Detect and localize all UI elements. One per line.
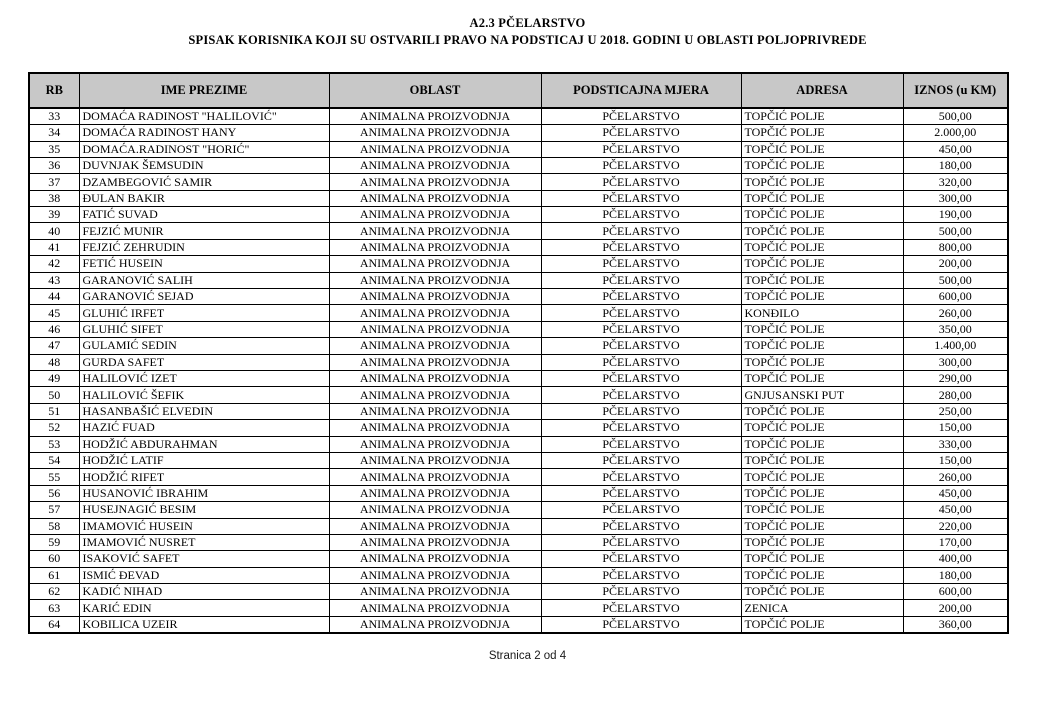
column-header: ADRESA bbox=[741, 73, 903, 108]
table-row bbox=[29, 354, 1008, 370]
table-cell: ANIMALNA PROIZVODNJA bbox=[329, 551, 541, 567]
table-cell: 63 bbox=[29, 600, 79, 616]
table-cell: TOPČIĆ POLJE bbox=[741, 371, 903, 387]
table-row bbox=[29, 485, 1008, 501]
table-cell: ANIMALNA PROIZVODNJA bbox=[329, 436, 541, 452]
table-cell: PČELARSTVO bbox=[541, 371, 741, 387]
table-cell: TOPČIĆ POLJE bbox=[741, 616, 903, 633]
table-row bbox=[29, 567, 1008, 583]
table-cell: ANIMALNA PROIZVODNJA bbox=[329, 256, 541, 272]
table-row bbox=[29, 502, 1008, 518]
table-cell: PČELARSTVO bbox=[541, 272, 741, 288]
table-row bbox=[29, 452, 1008, 468]
table-cell: TOPČIĆ POLJE bbox=[741, 469, 903, 485]
table-cell: TOPČIĆ POLJE bbox=[741, 502, 903, 518]
table-cell: HODŽIĆ LATIF bbox=[79, 452, 329, 468]
table-cell: PČELARSTVO bbox=[541, 223, 741, 239]
table-cell: PČELARSTVO bbox=[541, 420, 741, 436]
table-cell: ANIMALNA PROIZVODNJA bbox=[329, 567, 541, 583]
table-cell: ANIMALNA PROIZVODNJA bbox=[329, 272, 541, 288]
table-row bbox=[29, 469, 1008, 485]
table-cell: HALILOVIĆ ŠEFIK bbox=[79, 387, 329, 403]
table-cell: PČELARSTVO bbox=[541, 600, 741, 616]
table-cell: ANIMALNA PROIZVODNJA bbox=[329, 534, 541, 550]
table-cell: KADIĆ NIHAD bbox=[79, 584, 329, 600]
table-cell: 150,00 bbox=[903, 420, 1008, 436]
table-row bbox=[29, 551, 1008, 567]
table-cell: 57 bbox=[29, 502, 79, 518]
table-cell: TOPČIĆ POLJE bbox=[741, 354, 903, 370]
table-cell: PČELARSTVO bbox=[541, 289, 741, 305]
table-cell: 200,00 bbox=[903, 256, 1008, 272]
table-cell: ANIMALNA PROIZVODNJA bbox=[329, 321, 541, 337]
table-cell: PČELARSTVO bbox=[541, 305, 741, 321]
table-cell: ANIMALNA PROIZVODNJA bbox=[329, 157, 541, 173]
table-cell: TOPČIĆ POLJE bbox=[741, 223, 903, 239]
table-cell: 200,00 bbox=[903, 600, 1008, 616]
table-cell: TOPČIĆ POLJE bbox=[741, 256, 903, 272]
table-cell: PČELARSTVO bbox=[541, 485, 741, 501]
column-header: IME PREZIME bbox=[79, 73, 329, 108]
table-cell: TOPČIĆ POLJE bbox=[741, 452, 903, 468]
table-cell: 500,00 bbox=[903, 223, 1008, 239]
table-row bbox=[29, 108, 1008, 125]
table-cell: ANIMALNA PROIZVODNJA bbox=[329, 371, 541, 387]
table-cell: TOPČIĆ POLJE bbox=[741, 420, 903, 436]
table-cell: 48 bbox=[29, 354, 79, 370]
table-row bbox=[29, 125, 1008, 141]
table-row bbox=[29, 600, 1008, 616]
table-cell: 170,00 bbox=[903, 534, 1008, 550]
column-header: RB bbox=[29, 73, 79, 108]
table-cell: 450,00 bbox=[903, 141, 1008, 157]
table-cell: 450,00 bbox=[903, 485, 1008, 501]
table-cell: TOPČIĆ POLJE bbox=[741, 272, 903, 288]
table-cell: ANIMALNA PROIZVODNJA bbox=[329, 305, 541, 321]
table-cell: ANIMALNA PROIZVODNJA bbox=[329, 600, 541, 616]
table-cell: KARIĆ EDIN bbox=[79, 600, 329, 616]
table-cell: PČELARSTVO bbox=[541, 502, 741, 518]
table-cell: TOPČIĆ POLJE bbox=[741, 567, 903, 583]
table-cell: ĐULAN BAKIR bbox=[79, 190, 329, 206]
table-cell: FETIĆ HUSEIN bbox=[79, 256, 329, 272]
table-cell: ANIMALNA PROIZVODNJA bbox=[329, 207, 541, 223]
table-cell: ANIMALNA PROIZVODNJA bbox=[329, 485, 541, 501]
table-cell: ANIMALNA PROIZVODNJA bbox=[329, 469, 541, 485]
table-row bbox=[29, 157, 1008, 173]
table-cell: 190,00 bbox=[903, 207, 1008, 223]
table-cell: ANIMALNA PROIZVODNJA bbox=[329, 518, 541, 534]
table-cell: PČELARSTVO bbox=[541, 551, 741, 567]
table-cell: PČELARSTVO bbox=[541, 108, 741, 125]
table-row bbox=[29, 518, 1008, 534]
table-cell: 55 bbox=[29, 469, 79, 485]
table-cell: GARANOVIĆ SEJAD bbox=[79, 289, 329, 305]
table-cell: GLUHIĆ IRFET bbox=[79, 305, 329, 321]
table-cell: TOPČIĆ POLJE bbox=[741, 551, 903, 567]
subsidy-table bbox=[28, 72, 1009, 635]
table-cell: 800,00 bbox=[903, 239, 1008, 255]
table-cell: ANIMALNA PROIZVODNJA bbox=[329, 387, 541, 403]
table-row bbox=[29, 207, 1008, 223]
table-row bbox=[29, 584, 1008, 600]
table-cell: DZAMBEGOVIĆ SAMIR bbox=[79, 174, 329, 190]
table-cell: DOMAĆA.RADINOST "HORIĆ" bbox=[79, 141, 329, 157]
column-header: OBLAST bbox=[329, 73, 541, 108]
table-cell: 150,00 bbox=[903, 452, 1008, 468]
table-cell: 500,00 bbox=[903, 272, 1008, 288]
table-cell: PČELARSTVO bbox=[541, 584, 741, 600]
table-cell: ANIMALNA PROIZVODNJA bbox=[329, 190, 541, 206]
table-cell: HODŽIĆ RIFET bbox=[79, 469, 329, 485]
table-cell: KONĐILO bbox=[741, 305, 903, 321]
table-cell: TOPČIĆ POLJE bbox=[741, 125, 903, 141]
table-cell: 44 bbox=[29, 289, 79, 305]
table-cell: TOPČIĆ POLJE bbox=[741, 157, 903, 173]
table-cell: 53 bbox=[29, 436, 79, 452]
table-cell: DUVNJAK ŠEMSUDIN bbox=[79, 157, 329, 173]
table-cell: ANIMALNA PROIZVODNJA bbox=[329, 141, 541, 157]
table-cell: 64 bbox=[29, 616, 79, 633]
table-cell: ISAKOVIĆ SAFET bbox=[79, 551, 329, 567]
table-cell: 290,00 bbox=[903, 371, 1008, 387]
table-cell: 33 bbox=[29, 108, 79, 125]
table-cell: PČELARSTVO bbox=[541, 534, 741, 550]
table-cell: PČELARSTVO bbox=[541, 387, 741, 403]
table-cell: 59 bbox=[29, 534, 79, 550]
table-cell: GARANOVIĆ SALIH bbox=[79, 272, 329, 288]
table-row bbox=[29, 616, 1008, 633]
page-number: Stranica 2 od 4 bbox=[488, 650, 567, 663]
table-cell: TOPČIĆ POLJE bbox=[741, 436, 903, 452]
table-cell: TOPČIĆ POLJE bbox=[741, 534, 903, 550]
table-cell: KOBILICA UZEIR bbox=[79, 616, 329, 633]
table-row bbox=[29, 436, 1008, 452]
table-cell: ANIMALNA PROIZVODNJA bbox=[329, 289, 541, 305]
document-header bbox=[0, 0, 1055, 49]
table-cell: TOPČIĆ POLJE bbox=[741, 403, 903, 419]
table-cell: ANIMALNA PROIZVODNJA bbox=[329, 403, 541, 419]
table-cell: FEJZIĆ MUNIR bbox=[79, 223, 329, 239]
table-cell: 37 bbox=[29, 174, 79, 190]
table-row bbox=[29, 239, 1008, 255]
table-row bbox=[29, 289, 1008, 305]
table-cell: 180,00 bbox=[903, 567, 1008, 583]
table-cell: 320,00 bbox=[903, 174, 1008, 190]
table-cell: TOPČIĆ POLJE bbox=[741, 108, 903, 125]
table-cell: 280,00 bbox=[903, 387, 1008, 403]
table-row bbox=[29, 174, 1008, 190]
table-row bbox=[29, 190, 1008, 206]
table-cell: GNJUSANSKI PUT bbox=[741, 387, 903, 403]
table-cell: ANIMALNA PROIZVODNJA bbox=[329, 420, 541, 436]
table-cell: IMAMOVIĆ HUSEIN bbox=[79, 518, 329, 534]
table-cell: 39 bbox=[29, 207, 79, 223]
table-cell: 180,00 bbox=[903, 157, 1008, 173]
table-cell: 35 bbox=[29, 141, 79, 157]
table-cell: HALILOVIĆ IZET bbox=[79, 371, 329, 387]
table-row bbox=[29, 305, 1008, 321]
table-row bbox=[29, 387, 1008, 403]
table-cell: 330,00 bbox=[903, 436, 1008, 452]
table-cell: PČELARSTVO bbox=[541, 469, 741, 485]
table-cell: 260,00 bbox=[903, 469, 1008, 485]
table-cell: 220,00 bbox=[903, 518, 1008, 534]
table-cell: PČELARSTVO bbox=[541, 452, 741, 468]
table-row bbox=[29, 338, 1008, 354]
table-cell: PČELARSTVO bbox=[541, 616, 741, 633]
table-cell: ISMIĆ ĐEVAD bbox=[79, 567, 329, 583]
table-cell: 40 bbox=[29, 223, 79, 239]
table-row bbox=[29, 420, 1008, 436]
table-cell: PČELARSTVO bbox=[541, 174, 741, 190]
table-cell: ANIMALNA PROIZVODNJA bbox=[329, 125, 541, 141]
table-cell: 42 bbox=[29, 256, 79, 272]
table-cell: 46 bbox=[29, 321, 79, 337]
table-cell: FEJZIĆ ZEHRUDIN bbox=[79, 239, 329, 255]
table-cell: ANIMALNA PROIZVODNJA bbox=[329, 174, 541, 190]
table-cell: HUSEJNAGIĆ BESIM bbox=[79, 502, 329, 518]
table-cell: TOPČIĆ POLJE bbox=[741, 338, 903, 354]
table-cell: TOPČIĆ POLJE bbox=[741, 239, 903, 255]
table-cell: PČELARSTVO bbox=[541, 518, 741, 534]
table-cell: 50 bbox=[29, 387, 79, 403]
table-row bbox=[29, 403, 1008, 419]
table-cell: TOPČIĆ POLJE bbox=[741, 190, 903, 206]
table-row bbox=[29, 141, 1008, 157]
table-cell: 600,00 bbox=[903, 289, 1008, 305]
table-cell: 49 bbox=[29, 371, 79, 387]
doc-subtitle: SPISAK KORISNIKA KOJI SU OSTVARILI PRAVO NA PODSTICAJ U 2018. GODINI U OBLASTI POLJOPRIVREDE bbox=[188, 32, 867, 47]
table-row bbox=[29, 534, 1008, 550]
table-cell: ANIMALNA PROIZVODNJA bbox=[329, 338, 541, 354]
table-cell: TOPČIĆ POLJE bbox=[741, 518, 903, 534]
table-cell: TOPČIĆ POLJE bbox=[741, 141, 903, 157]
table-cell: HUSANOVIĆ IBRAHIM bbox=[79, 485, 329, 501]
table-cell: DOMAĆA RADINOST "HALILOVIĆ" bbox=[79, 108, 329, 125]
table-cell: 1.400,00 bbox=[903, 338, 1008, 354]
table-cell: 45 bbox=[29, 305, 79, 321]
table-cell: 260,00 bbox=[903, 305, 1008, 321]
column-header: IZNOS (u KM) bbox=[903, 73, 1008, 108]
table-cell: PČELARSTVO bbox=[541, 403, 741, 419]
table-cell: 56 bbox=[29, 485, 79, 501]
table-row bbox=[29, 321, 1008, 337]
table-body bbox=[29, 108, 1008, 634]
table-cell: PČELARSTVO bbox=[541, 256, 741, 272]
table-cell: PČELARSTVO bbox=[541, 190, 741, 206]
table-cell: 250,00 bbox=[903, 403, 1008, 419]
table-cell: TOPČIĆ POLJE bbox=[741, 584, 903, 600]
table-cell: 52 bbox=[29, 420, 79, 436]
table-header bbox=[29, 73, 1008, 108]
table-cell: 51 bbox=[29, 403, 79, 419]
table-cell: HAZIĆ FUAD bbox=[79, 420, 329, 436]
table-cell: 300,00 bbox=[903, 190, 1008, 206]
table-cell: DOMAĆA RADINOST HANY bbox=[79, 125, 329, 141]
table-cell: PČELARSTVO bbox=[541, 239, 741, 255]
table-cell: 43 bbox=[29, 272, 79, 288]
table-cell: GLUHIĆ SIFET bbox=[79, 321, 329, 337]
table-cell: ANIMALNA PROIZVODNJA bbox=[329, 354, 541, 370]
table-cell: TOPČIĆ POLJE bbox=[741, 207, 903, 223]
table-cell: 36 bbox=[29, 157, 79, 173]
table-cell: TOPČIĆ POLJE bbox=[741, 174, 903, 190]
table-cell: ANIMALNA PROIZVODNJA bbox=[329, 108, 541, 125]
table-cell: PČELARSTVO bbox=[541, 141, 741, 157]
table-cell: 58 bbox=[29, 518, 79, 534]
table-header-row bbox=[29, 73, 1008, 108]
table-cell: 38 bbox=[29, 190, 79, 206]
table-cell: ANIMALNA PROIZVODNJA bbox=[329, 616, 541, 633]
table-cell: TOPČIĆ POLJE bbox=[741, 289, 903, 305]
table-cell: 62 bbox=[29, 584, 79, 600]
table-cell: 300,00 bbox=[903, 354, 1008, 370]
table-cell: PČELARSTVO bbox=[541, 567, 741, 583]
doc-title: A2.3 PČELARSTVO bbox=[469, 16, 586, 30]
table-cell: HASANBAŠIĆ ELVEDIN bbox=[79, 403, 329, 419]
table-cell: 60 bbox=[29, 551, 79, 567]
table-cell: IMAMOVIĆ NUSRET bbox=[79, 534, 329, 550]
table-cell: TOPČIĆ POLJE bbox=[741, 321, 903, 337]
table-cell: PČELARSTVO bbox=[541, 321, 741, 337]
table-cell: 41 bbox=[29, 239, 79, 255]
table-row bbox=[29, 256, 1008, 272]
table-cell: PČELARSTVO bbox=[541, 354, 741, 370]
column-header: PODSTICAJNA MJERA bbox=[541, 73, 741, 108]
table-cell: 600,00 bbox=[903, 584, 1008, 600]
table-cell: 47 bbox=[29, 338, 79, 354]
table-cell: ANIMALNA PROIZVODNJA bbox=[329, 452, 541, 468]
table-cell: 450,00 bbox=[903, 502, 1008, 518]
table-cell: 61 bbox=[29, 567, 79, 583]
table-cell: ANIMALNA PROIZVODNJA bbox=[329, 223, 541, 239]
table-cell: 400,00 bbox=[903, 551, 1008, 567]
table-cell: HODŽIĆ ABDURAHMAN bbox=[79, 436, 329, 452]
table-cell: PČELARSTVO bbox=[541, 436, 741, 452]
table-cell: 350,00 bbox=[903, 321, 1008, 337]
table-cell: ANIMALNA PROIZVODNJA bbox=[329, 502, 541, 518]
table-cell: GULAMIĆ SEDIN bbox=[79, 338, 329, 354]
table-cell: PČELARSTVO bbox=[541, 125, 741, 141]
table-cell: PČELARSTVO bbox=[541, 157, 741, 173]
table-row bbox=[29, 371, 1008, 387]
table-cell: TOPČIĆ POLJE bbox=[741, 485, 903, 501]
table-cell: ANIMALNA PROIZVODNJA bbox=[329, 584, 541, 600]
table-cell: ZENICA bbox=[741, 600, 903, 616]
table-row bbox=[29, 223, 1008, 239]
table-cell: GURDA SAFET bbox=[79, 354, 329, 370]
table-cell: PČELARSTVO bbox=[541, 207, 741, 223]
table-cell: 500,00 bbox=[903, 108, 1008, 125]
table-cell: 360,00 bbox=[903, 616, 1008, 633]
table-cell: 54 bbox=[29, 452, 79, 468]
table-cell: FATIĆ SUVAD bbox=[79, 207, 329, 223]
table-cell: 34 bbox=[29, 125, 79, 141]
table-cell: PČELARSTVO bbox=[541, 338, 741, 354]
table-cell: ANIMALNA PROIZVODNJA bbox=[329, 239, 541, 255]
table-cell: 2.000,00 bbox=[903, 125, 1008, 141]
table-row bbox=[29, 272, 1008, 288]
